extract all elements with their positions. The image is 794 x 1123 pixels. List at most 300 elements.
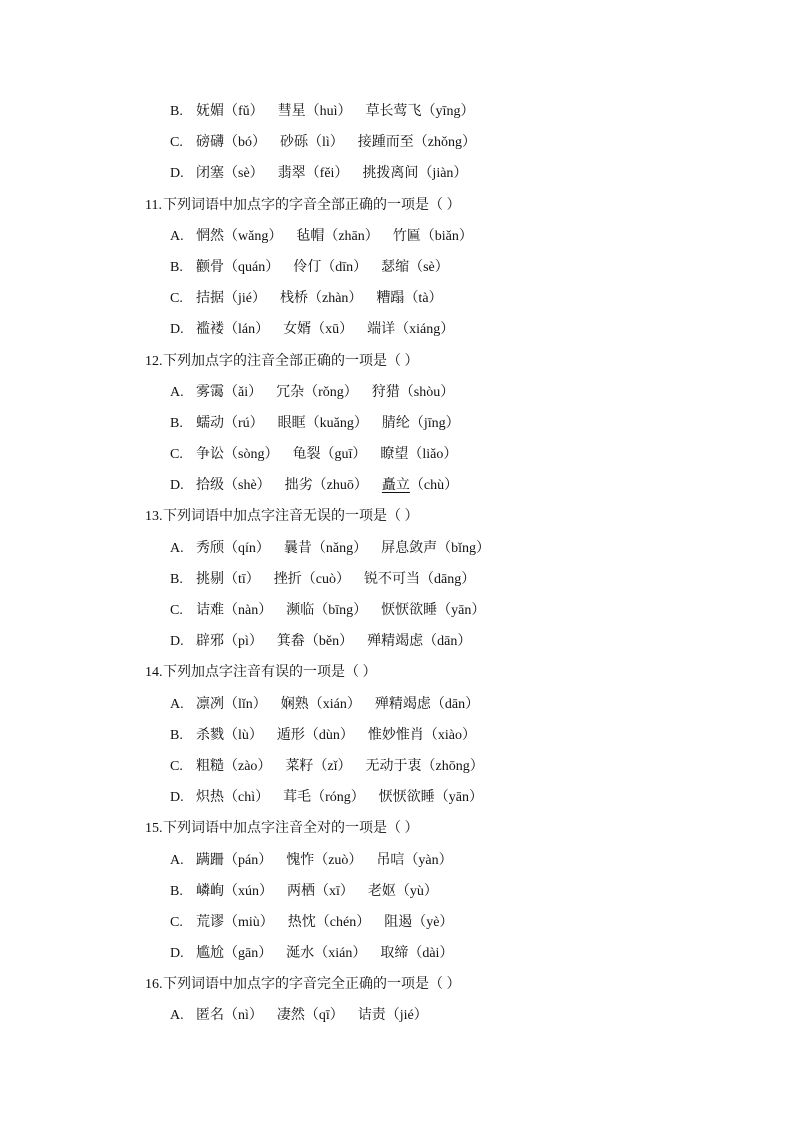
item-word: 炽热 bbox=[196, 790, 224, 806]
item-reading: （liǎo） bbox=[408, 447, 458, 463]
item-reading: （xún） bbox=[224, 883, 273, 899]
item-reading: （yù） bbox=[395, 883, 438, 899]
option-item bbox=[278, 158, 349, 189]
item-word: 箕畚 bbox=[276, 634, 305, 650]
item-reading: （xiáng） bbox=[395, 322, 455, 338]
option-item bbox=[381, 533, 490, 564]
option-item bbox=[196, 1000, 263, 1031]
item-word: 取缔 bbox=[380, 946, 409, 962]
item-reading: （yàn） bbox=[404, 852, 453, 868]
option-item bbox=[280, 283, 362, 314]
option-letter: D. bbox=[170, 790, 184, 806]
option-items bbox=[196, 104, 488, 119]
item-word: 竹匾 bbox=[392, 228, 421, 244]
item-word: 娴熟 bbox=[280, 696, 309, 712]
option-row bbox=[0, 689, 794, 720]
option-item bbox=[196, 408, 264, 439]
item-reading: （dāng） bbox=[420, 571, 476, 587]
option-item bbox=[276, 377, 358, 408]
item-reading: （zhuō） bbox=[312, 478, 368, 494]
item-reading: （bīng） bbox=[314, 603, 368, 618]
question-number: 16. bbox=[145, 977, 163, 993]
option-letter: B. bbox=[170, 104, 183, 119]
option-row bbox=[0, 938, 794, 969]
item-word: 伶仃 bbox=[293, 259, 322, 275]
option-items bbox=[196, 385, 468, 400]
item-word: 腈纶 bbox=[381, 415, 410, 431]
item-word: 恹恹欲睡 bbox=[378, 790, 435, 806]
item-word: 糟蹋 bbox=[376, 291, 405, 307]
question-text: 下列加点字注音有误的一项是（ ） bbox=[163, 665, 377, 681]
item-reading: （shè） bbox=[224, 478, 271, 494]
question-text: 下列词语中加点字注音全对的一项是（ ） bbox=[163, 821, 419, 837]
option-items bbox=[196, 135, 490, 150]
option-item bbox=[277, 626, 353, 657]
item-reading: （rú） bbox=[224, 415, 264, 431]
option-items bbox=[196, 697, 493, 712]
item-reading: （zuò） bbox=[314, 852, 363, 868]
item-reading: （kuǎng） bbox=[305, 415, 368, 431]
item-reading: （tà） bbox=[404, 291, 443, 307]
option-letter: A. bbox=[170, 228, 184, 244]
option-item bbox=[196, 782, 269, 813]
option-letter: A. bbox=[170, 1008, 184, 1024]
option-item bbox=[277, 720, 354, 751]
option-items bbox=[196, 541, 504, 556]
item-word: 遁形 bbox=[276, 727, 305, 743]
question-number: 12. bbox=[145, 353, 163, 369]
option-row bbox=[0, 907, 794, 938]
item-word: 端详 bbox=[367, 322, 396, 338]
question-text: 下列词语中加点字的字音全部正确的一项是（ ） bbox=[163, 197, 461, 213]
item-reading: （jiàn） bbox=[418, 166, 468, 182]
item-word: 狩猎 bbox=[371, 384, 400, 400]
question-number: 13. bbox=[145, 509, 163, 525]
item-reading: （dīn） bbox=[321, 259, 368, 275]
option-row bbox=[0, 564, 794, 595]
option-items bbox=[196, 790, 497, 805]
item-word: 匿名 bbox=[196, 1008, 224, 1024]
item-reading: （ǎi） bbox=[224, 384, 263, 400]
option-row bbox=[0, 221, 794, 252]
item-reading: （shòu） bbox=[399, 384, 455, 400]
option-letter: D. bbox=[170, 478, 184, 494]
question-stem bbox=[0, 969, 794, 1000]
item-word: 龟裂 bbox=[292, 447, 321, 463]
option-item bbox=[274, 564, 350, 595]
item-word: 毡帽 bbox=[296, 228, 325, 244]
option-item bbox=[280, 127, 344, 158]
item-word: 争讼 bbox=[196, 447, 224, 463]
option-items bbox=[196, 260, 463, 275]
item-reading: （zào） bbox=[224, 758, 272, 774]
option-item bbox=[196, 720, 263, 751]
option-letter: D. bbox=[170, 634, 184, 650]
option-row bbox=[0, 720, 794, 751]
option-letter: C. bbox=[170, 603, 183, 618]
item-word: 曩昔 bbox=[283, 540, 312, 556]
option-item bbox=[196, 470, 271, 501]
option-letter: B. bbox=[170, 415, 183, 431]
option-item bbox=[382, 408, 460, 439]
option-items bbox=[196, 884, 452, 899]
item-word: 眼眶 bbox=[277, 415, 306, 431]
item-reading: （dài） bbox=[408, 946, 454, 962]
item-reading: （xū） bbox=[311, 322, 354, 338]
item-word: 诘难 bbox=[196, 603, 224, 618]
item-word: 殚精竭虑 bbox=[367, 634, 424, 650]
option-row bbox=[0, 377, 794, 408]
item-word: 拮据 bbox=[196, 291, 224, 307]
option-item bbox=[285, 470, 368, 501]
item-word: 挑剔 bbox=[196, 571, 224, 587]
item-word: 粗糙 bbox=[196, 758, 224, 774]
option-letter: C. bbox=[170, 447, 183, 463]
item-word: 拙劣 bbox=[284, 478, 313, 494]
option-item bbox=[372, 377, 454, 408]
item-word: 挑拨离间 bbox=[362, 166, 419, 182]
option-item bbox=[381, 252, 449, 283]
item-word: 蠕动 bbox=[196, 415, 224, 431]
item-word: 草长莺飞 bbox=[365, 104, 422, 119]
option-item bbox=[381, 595, 485, 626]
item-word: 殚精竭虑 bbox=[374, 696, 431, 712]
option-item bbox=[196, 377, 262, 408]
question-number: 11. bbox=[145, 197, 162, 213]
option-letter: A. bbox=[170, 540, 184, 556]
option-items bbox=[196, 1008, 442, 1023]
option-letter: A. bbox=[170, 384, 184, 400]
item-word: 无动于衷 bbox=[365, 758, 422, 774]
option-row bbox=[0, 408, 794, 439]
item-word: 愧怍 bbox=[286, 852, 315, 868]
option-item bbox=[283, 782, 365, 813]
item-word: 热忱 bbox=[287, 914, 316, 930]
item-reading: （lán） bbox=[224, 322, 270, 338]
item-word: 惘然 bbox=[196, 228, 224, 244]
item-reading: （lù） bbox=[224, 727, 263, 743]
item-reading: （dùn） bbox=[304, 727, 354, 743]
option-item bbox=[196, 626, 263, 657]
item-reading: （zhàn） bbox=[308, 291, 363, 307]
question-stem bbox=[0, 190, 794, 221]
question-text: 下列词语中加点字的字音完全正确的一项是（ ） bbox=[163, 977, 461, 993]
option-items bbox=[196, 634, 485, 649]
option-item bbox=[384, 907, 453, 938]
item-reading: （zhān） bbox=[324, 228, 379, 244]
option-letter: C. bbox=[170, 135, 183, 151]
item-word: 接踵而至 bbox=[357, 135, 414, 151]
option-letter: C. bbox=[170, 291, 183, 307]
item-word: 秀颀 bbox=[196, 540, 224, 556]
option-row bbox=[0, 158, 794, 189]
option-item bbox=[278, 408, 368, 439]
option-row bbox=[0, 533, 794, 564]
item-word: 蹒跚 bbox=[196, 852, 224, 868]
option-row bbox=[0, 876, 794, 907]
option-row bbox=[0, 314, 794, 345]
option-letter: B. bbox=[170, 883, 183, 899]
option-item bbox=[296, 221, 378, 252]
item-reading: （xián） bbox=[314, 946, 367, 962]
option-row bbox=[0, 283, 794, 314]
option-item bbox=[196, 283, 266, 314]
option-letter: C. bbox=[170, 758, 183, 774]
item-reading: （wǎng） bbox=[224, 228, 283, 244]
item-reading: （miù） bbox=[224, 914, 274, 930]
option-item bbox=[285, 751, 351, 782]
option-item bbox=[196, 96, 264, 127]
item-reading: （lì） bbox=[308, 135, 344, 151]
item-reading: （zǐ） bbox=[313, 758, 352, 774]
option-items bbox=[196, 728, 490, 743]
item-word: 凛冽 bbox=[196, 696, 224, 712]
question-stem bbox=[0, 813, 794, 844]
item-word: 雾霭 bbox=[196, 384, 224, 400]
item-reading: （fǔ） bbox=[224, 104, 264, 119]
question-stem bbox=[0, 657, 794, 688]
option-items bbox=[196, 603, 499, 618]
item-word: 磅礴 bbox=[196, 135, 224, 151]
option-item bbox=[376, 845, 452, 876]
option-letter: B. bbox=[170, 259, 183, 275]
item-reading: （xiào） bbox=[423, 727, 476, 743]
question-number: 14. bbox=[145, 665, 163, 681]
option-item bbox=[286, 595, 367, 626]
option-items bbox=[196, 322, 468, 337]
item-reading: （tī） bbox=[224, 571, 260, 587]
option-row bbox=[0, 751, 794, 782]
option-row bbox=[0, 1000, 794, 1031]
option-items bbox=[196, 915, 467, 930]
item-reading: （chén） bbox=[315, 914, 371, 930]
option-item bbox=[196, 252, 279, 283]
item-word: 凄然 bbox=[276, 1008, 305, 1024]
item-reading: （lǐn） bbox=[224, 696, 267, 712]
option-items bbox=[196, 759, 498, 774]
option-item bbox=[358, 127, 476, 158]
option-letter: B. bbox=[170, 571, 183, 587]
item-word: 诘责 bbox=[357, 1008, 386, 1024]
item-word: 恹恹欲睡 bbox=[381, 603, 438, 618]
question-stem bbox=[0, 501, 794, 532]
item-word: 老妪 bbox=[367, 883, 396, 899]
option-item bbox=[283, 314, 353, 345]
item-word: 涎水 bbox=[286, 946, 315, 962]
option-item bbox=[196, 938, 272, 969]
option-item bbox=[196, 876, 273, 907]
option-item bbox=[281, 689, 361, 720]
option-item bbox=[366, 751, 484, 782]
option-row bbox=[0, 96, 794, 127]
item-reading: （dān） bbox=[430, 696, 480, 712]
item-reading: （pán） bbox=[224, 852, 273, 868]
option-item bbox=[287, 876, 354, 907]
item-reading: （bó） bbox=[224, 135, 266, 151]
option-item bbox=[196, 564, 260, 595]
item-word: 颧骨 bbox=[196, 259, 224, 275]
option-item bbox=[196, 439, 278, 470]
option-item bbox=[393, 221, 473, 252]
option-item bbox=[196, 751, 271, 782]
item-reading: （róng） bbox=[311, 790, 365, 806]
item-word: 杀戮 bbox=[196, 727, 224, 743]
item-word: 瑟缩 bbox=[381, 259, 410, 275]
item-word: 屏息敛声 bbox=[381, 540, 438, 556]
option-items bbox=[196, 291, 457, 306]
option-letter: D. bbox=[170, 946, 184, 962]
option-items bbox=[196, 447, 471, 462]
option-item bbox=[375, 689, 479, 720]
item-word: 辟邪 bbox=[196, 634, 224, 650]
option-item bbox=[367, 314, 454, 345]
option-item bbox=[196, 689, 267, 720]
question-number: 15. bbox=[145, 821, 163, 837]
option-items bbox=[196, 416, 474, 431]
item-reading: （rǒng） bbox=[304, 384, 358, 400]
item-reading: （yè） bbox=[412, 914, 454, 930]
item-reading: （sè） bbox=[409, 259, 449, 275]
option-item bbox=[196, 127, 266, 158]
option-row bbox=[0, 595, 794, 626]
question-stem bbox=[0, 346, 794, 377]
option-item bbox=[196, 907, 274, 938]
option-letter: D. bbox=[170, 322, 184, 338]
item-word: 砂砾 bbox=[280, 135, 308, 151]
option-letter: C. bbox=[170, 914, 183, 930]
option-item bbox=[196, 533, 270, 564]
option-item bbox=[277, 1000, 344, 1031]
option-item bbox=[358, 1000, 428, 1031]
option-row bbox=[0, 782, 794, 813]
item-word: 尴尬 bbox=[196, 946, 224, 962]
question-text: 下列加点字的注音全部正确的一项是（ ） bbox=[163, 353, 419, 369]
item-reading: （pì） bbox=[224, 634, 263, 650]
option-item bbox=[382, 470, 458, 501]
item-word: 褴褛 bbox=[196, 322, 224, 338]
item-word: 茸毛 bbox=[283, 790, 312, 806]
option-item bbox=[196, 314, 269, 345]
item-word: 菜籽 bbox=[285, 758, 314, 774]
option-letter: B. bbox=[170, 727, 183, 743]
option-row bbox=[0, 439, 794, 470]
item-word: 荒谬 bbox=[196, 914, 224, 930]
item-word: 闭塞 bbox=[196, 166, 224, 182]
option-item bbox=[379, 782, 483, 813]
option-items bbox=[196, 853, 467, 868]
option-letter: A. bbox=[170, 852, 184, 868]
item-reading: （yān） bbox=[437, 603, 486, 618]
question-text: 下列词语中加点字注音无误的一项是（ ） bbox=[163, 509, 419, 525]
item-word: 嶙峋 bbox=[196, 883, 224, 899]
option-letter: D. bbox=[170, 166, 184, 182]
item-reading: （chì） bbox=[224, 790, 270, 806]
option-item bbox=[278, 96, 352, 127]
option-row bbox=[0, 127, 794, 158]
option-item bbox=[364, 564, 475, 595]
option-item bbox=[288, 907, 370, 938]
item-word: 拾级 bbox=[196, 478, 224, 494]
option-items bbox=[196, 946, 467, 961]
item-word: 阻遏 bbox=[384, 914, 413, 930]
item-reading: （bǐng） bbox=[437, 540, 490, 556]
option-item bbox=[376, 283, 442, 314]
item-word: 翡翠 bbox=[277, 166, 306, 182]
item-word: 濒临 bbox=[286, 603, 315, 618]
item-reading: （xī） bbox=[315, 883, 354, 899]
item-word: 锐不可当 bbox=[364, 571, 420, 587]
item-reading: （dān） bbox=[423, 634, 472, 650]
option-row bbox=[0, 252, 794, 283]
option-item bbox=[286, 938, 366, 969]
item-reading: （jié） bbox=[224, 291, 266, 307]
item-reading: （nì） bbox=[224, 1008, 263, 1024]
option-item bbox=[368, 876, 438, 907]
option-items bbox=[196, 229, 487, 244]
option-row bbox=[0, 845, 794, 876]
item-word: 栈桥 bbox=[280, 291, 308, 307]
item-reading: （běn） bbox=[304, 634, 354, 650]
item-reading: （chù） bbox=[409, 478, 459, 494]
item-word: 彗星 bbox=[277, 104, 306, 119]
item-reading: （jīng） bbox=[409, 415, 460, 431]
option-item bbox=[362, 158, 467, 189]
option-item bbox=[196, 221, 282, 252]
item-reading: （quán） bbox=[224, 259, 280, 275]
option-item bbox=[196, 158, 264, 189]
item-word: 妩媚 bbox=[196, 104, 224, 119]
option-item bbox=[196, 595, 272, 626]
item-word: 瞭望 bbox=[380, 447, 409, 463]
item-reading: （huì） bbox=[305, 104, 352, 119]
option-item bbox=[284, 533, 367, 564]
item-word: 女婿 bbox=[283, 322, 312, 338]
option-item bbox=[286, 845, 362, 876]
option-items bbox=[196, 572, 489, 587]
item-reading: （yān） bbox=[434, 790, 483, 806]
item-reading: （zhōng） bbox=[421, 758, 484, 774]
item-reading: （qī） bbox=[304, 1008, 344, 1024]
item-word: 挫折 bbox=[273, 571, 302, 587]
item-reading: （sòng） bbox=[224, 447, 279, 463]
option-item bbox=[367, 626, 471, 657]
option-letter: A. bbox=[170, 696, 184, 712]
item-reading: （cuò） bbox=[301, 571, 350, 587]
option-item bbox=[380, 938, 453, 969]
item-reading: （zhǒng） bbox=[413, 135, 476, 151]
option-item bbox=[366, 96, 475, 127]
item-reading: （nǎng） bbox=[311, 540, 368, 556]
item-reading: （nàn） bbox=[224, 603, 273, 618]
option-row bbox=[0, 626, 794, 657]
option-item bbox=[196, 845, 272, 876]
item-word: 惟妙惟肖 bbox=[367, 727, 424, 743]
item-reading: （guī） bbox=[320, 447, 367, 463]
option-item bbox=[368, 720, 476, 751]
option-items bbox=[196, 166, 481, 181]
item-reading: （fěi） bbox=[305, 166, 349, 182]
option-row bbox=[0, 470, 794, 501]
item-word: 矗立 bbox=[381, 478, 410, 494]
item-reading: （biǎn） bbox=[420, 228, 473, 244]
item-word: 吊唁 bbox=[376, 852, 405, 868]
item-reading: （yīng） bbox=[421, 104, 475, 119]
item-reading: （sè） bbox=[224, 166, 264, 182]
item-word: 两栖 bbox=[287, 883, 315, 899]
option-item bbox=[292, 439, 366, 470]
item-reading: （gān） bbox=[224, 946, 273, 962]
option-items bbox=[196, 478, 472, 493]
